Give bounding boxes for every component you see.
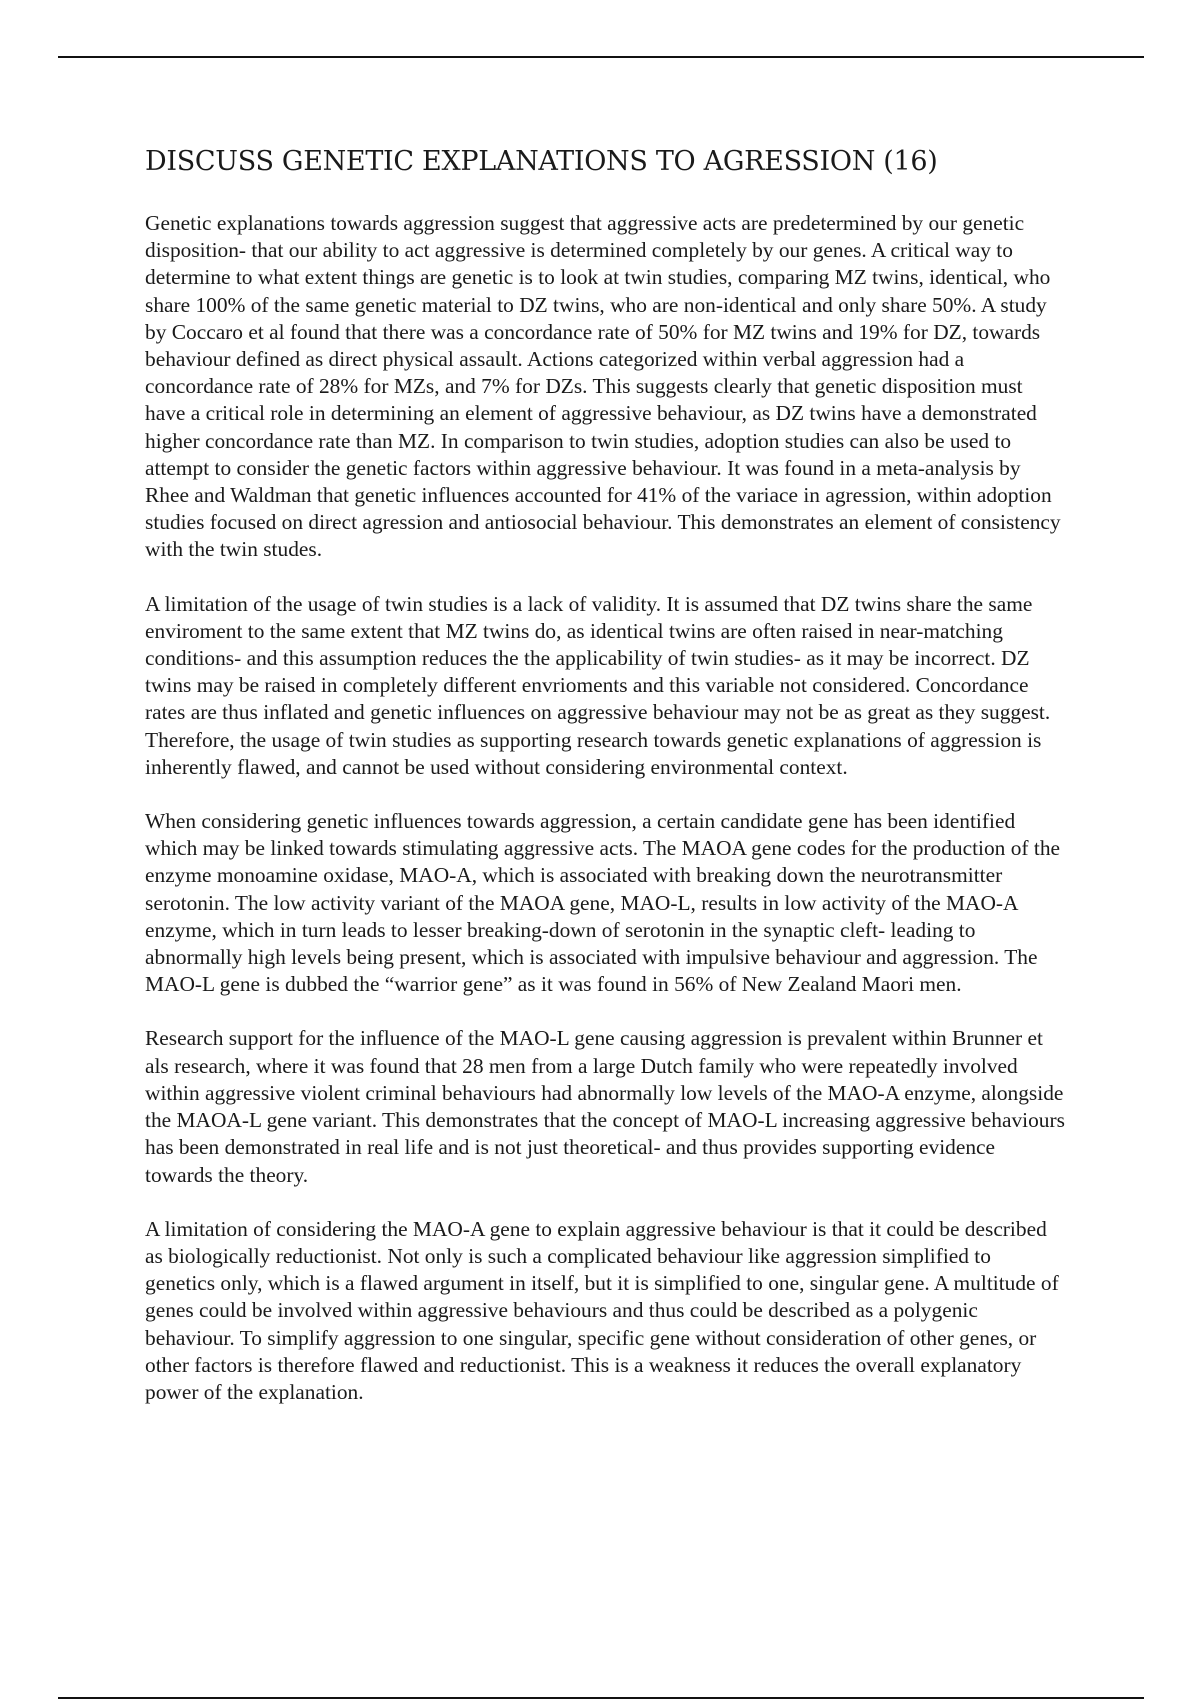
document-title: DISCUSS GENETIC EXPLANATIONS TO AGRESSION (16) bbox=[145, 146, 938, 177]
document-body bbox=[145, 140, 1065, 1433]
paragraph-twin-studies: Genetic explanations towards aggression suggest that aggressive acts are predetermined by our genetic disposition- that our ability to act aggressive is determined completely by our genes. A critical way to determine to what extent things are genetic is to look at twin studies, comparing MZ twins, identical, who share 100% of the same genetic material to DZ twins, who are non-identical and only share 50%. A study by Coccaro et al found that there was a concordance rate of 50% for MZ twins and 19% for DZ, towards behaviour defined as direct physical assault. Actions categorized within verbal aggression had a concordance rate of 28% for MZs, and 7% for DZs. This suggests clearly that genetic disposition must have a critical role in determining an element of aggressive behaviour, as DZ twins have a demonstrated higher concordance rate than MZ. In comparison to twin studies, adoption studies can also be used to attempt to consider the genetic factors within aggressive behaviour. It was found in a meta-analysis by Rhee and Waldman that genetic influences accounted for 41% of the variace in agression, within adoption studies focused on direct agression and antiosocial behaviour. This demonstrates an element of consistency with the twin studes. bbox=[145, 211, 1061, 562]
paragraph-reductionism-limitation: A limitation of considering the MAO-A gene to explain aggressive behaviour is that it could be described as biologically reductionist. Not only is such a complicated behaviour like aggression simplified to genetics only, which is a flawed argument in itself, but it is simplified to one, singular gene. A multitude of genes could be involved within aggressive behaviours and thus could be described as a polygenic behaviour. To simplify aggression to one singular, specific gene without consideration of other genes, or other factors is therefore flawed and reductionist. This is a weakness it reduces the overall explanatory power of the explanation. bbox=[145, 1216, 1059, 1404]
paragraph-maoa-gene: When considering genetic influences towards aggression, a certain candidate gene has been identified which may be linked towards stimulating aggressive acts. The MAOA gene codes for the production of the enzyme monoamine oxidase, MAO-A, which is associated with breaking down the neurotransmitter serotonin. The low activity variant of the MAOA gene, MAO-L, results in low activity of the MAO-A enzyme, which in turn leads to lesser breaking-down of serotonin in the synaptic cleft- leading to abnormally high levels being present, which is associated with impulsive behaviour and aggression. The MAO-L gene is dubbed the “warrior gene” as it was found in 56% of New Zealand Maori men. bbox=[145, 809, 1061, 997]
footer-rule bbox=[58, 1697, 1144, 1699]
paragraph-research-support: Research support for the influence of the MAO-L gene causing aggression is prevalent within Brunner et als research, where it was found that 28 men from a large Dutch family who were repeatedly involved within aggressive violent criminal behaviours had abnormally low levels of the MAO-A enzyme, alongside the MAOA-L gene variant. This demonstrates that the concept of MAO-L increasing aggressive behaviours has been demonstrated in real life and is not just theoretical- and thus provides supporting evidence towards the theory. bbox=[145, 1026, 1065, 1187]
header-rule bbox=[58, 56, 1144, 58]
paragraph-twin-limitation: A limitation of the usage of twin studies is a lack of validity. It is assumed that DZ twins share the same enviroment to the same extent that MZ twins do, as identical twins are often raised in near-matching conditions- and this assumption reduces the the applicability of twin studies- as it may be incorrect. DZ twins may be raised in completely different envrioments and this variable not considered. Concordance rates are thus inflated and genetic influences on aggressive behaviour may not be as great as they suggest. Therefore, the usage of twin studies as supporting research towards genetic explanations of aggression is inherently flawed, and cannot be used without considering environmental context. bbox=[145, 591, 1051, 779]
